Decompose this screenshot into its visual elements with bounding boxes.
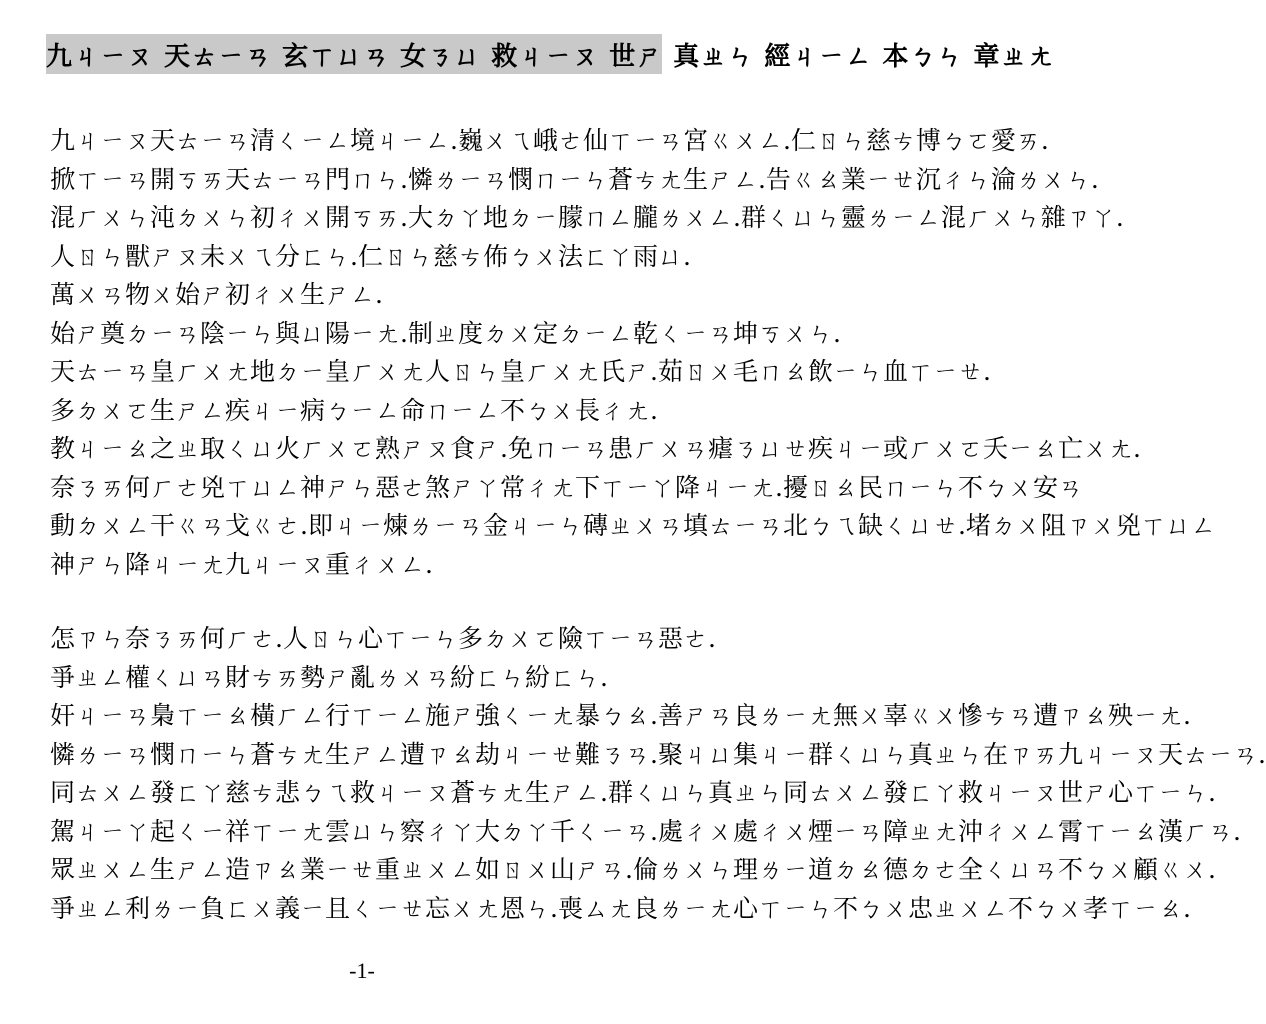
page-number: -1-: [349, 958, 375, 983]
verse-line: 爭ㄓㄥ權ㄑㄩㄢ財ㄘㄞ勢ㄕ亂ㄌㄨㄢ紛ㄈㄣ紛ㄈㄣ.: [50, 662, 608, 692]
verse-line: 掀ㄒㄧㄢ開ㄎㄞ天ㄊㄧㄢ門ㄇㄣ.憐ㄌㄧㄢ憫ㄇㄧㄣ蒼ㄘㄤ生ㄕㄥ.告ㄍㄠ業ㄧㄝ沉ㄔㄣ淪ㄌㄨㄣ.: [50, 164, 1099, 194]
verse-line: 同ㄊㄨㄥ發ㄈㄚ慈ㄘ悲ㄅㄟ救ㄐㄧㄡ蒼ㄘㄤ生ㄕㄥ.群ㄑㄩㄣ真ㄓㄣ同ㄊㄨㄥ發ㄈㄚ救ㄐㄧㄡ世ㄕ心ㄒㄧㄣ.: [50, 778, 1216, 807]
verse-line: 教ㄐㄧㄠ之ㄓ取ㄑㄩ火ㄏㄨㄛ熟ㄕㄡ食ㄕ.免ㄇㄧㄢ患ㄏㄨㄢ瘧ㄋㄩㄝ疾ㄐㄧ或ㄏㄨㄛ夭ㄧㄠ亡ㄨㄤ.: [50, 434, 1141, 463]
verse-line: 天ㄊㄧㄢ皇ㄏㄨㄤ地ㄉㄧ皇ㄏㄨㄤ人ㄖㄣ皇ㄏㄨㄤ氏ㄕ.茹ㄖㄨ毛ㄇㄠ飲ㄧㄣ血ㄒㄧㄝ.: [50, 357, 991, 386]
verse-line: 動ㄉㄨㄥ干ㄍㄢ戈ㄍㄜ.即ㄐㄧ煉ㄌㄧㄢ金ㄐㄧㄣ磚ㄓㄨㄢ填ㄊㄧㄢ北ㄅㄟ缺ㄑㄩㄝ.堵ㄉㄨ阻ㄗㄨ兇ㄒㄩㄥ: [50, 511, 1216, 540]
verse-section-2: [50, 620, 1266, 928]
page-title: 九ㄐㄧㄡ 天ㄊㄧㄢ 玄ㄒㄩㄢ 女ㄋㄩ 救ㄐㄧㄡ 世ㄕ 真ㄓㄣ 經ㄐㄧㄥ 本ㄅㄣ 章ㄓㄤ: [46, 41, 1055, 72]
verse-section-1: [50, 122, 1216, 584]
verse-line: 怎ㄗㄣ奈ㄋㄞ何ㄏㄜ.人ㄖㄣ心ㄒㄧㄣ多ㄉㄨㄛ險ㄒㄧㄢ惡ㄜ.: [50, 624, 716, 653]
verse-line: 奈ㄋㄞ何ㄏㄜ兇ㄒㄩㄥ神ㄕㄣ惡ㄜ煞ㄕㄚ常ㄔㄤ下ㄒㄧㄚ降ㄐㄧㄤ.擾ㄖㄠ民ㄇㄧㄣ不ㄅㄨ安ㄢ: [50, 472, 1083, 502]
verse-line: 九ㄐㄧㄡ天ㄊㄧㄢ清ㄑㄧㄥ境ㄐㄧㄥ.巍ㄨㄟ峨ㄜ仙ㄒㄧㄢ宮ㄍㄨㄥ.仁ㄖㄣ慈ㄘ博ㄅㄛ愛ㄞ.: [50, 126, 1049, 155]
verse-line: 始ㄕ奠ㄉㄧㄢ陰ㄧㄣ與ㄩ陽ㄧㄤ.制ㄓ度ㄉㄨ定ㄉㄧㄥ乾ㄑㄧㄢ坤ㄎㄨㄣ.: [50, 318, 841, 348]
verse-line: 憐ㄌㄧㄢ憫ㄇㄧㄣ蒼ㄘㄤ生ㄕㄥ遭ㄗㄠ劫ㄐㄧㄝ難ㄋㄢ.聚ㄐㄩ集ㄐㄧ群ㄑㄩㄣ真ㄓㄣ在ㄗㄞ九ㄐㄧㄡ天ㄊㄧㄢ.: [50, 739, 1266, 769]
title-bar: [46, 34, 1055, 74]
verse-line: 神ㄕㄣ降ㄐㄧㄤ九ㄐㄧㄡ重ㄔㄨㄥ.: [50, 549, 433, 579]
verse-line: 駕ㄐㄧㄚ起ㄑㄧ祥ㄒㄧㄤ雲ㄩㄣ察ㄔㄚ大ㄉㄚ千ㄑㄧㄢ.處ㄔㄨ處ㄔㄨ煙ㄧㄢ障ㄓㄤ沖ㄔㄨㄥ霄ㄒㄧㄠ漢ㄏㄢ.: [50, 816, 1241, 846]
verse-line: 奸ㄐㄧㄢ梟ㄒㄧㄠ橫ㄏㄥ行ㄒㄧㄥ施ㄕ強ㄑㄧㄤ暴ㄅㄠ.善ㄕㄢ良ㄌㄧㄤ無ㄨ辜ㄍㄨ慘ㄘㄢ遭ㄗㄠ殃ㄧㄤ.: [50, 701, 1191, 730]
verse-line: 眾ㄓㄨㄥ生ㄕㄥ造ㄗㄠ業ㄧㄝ重ㄓㄨㄥ如ㄖㄨ山ㄕㄢ.倫ㄌㄨㄣ理ㄌㄧ道ㄉㄠ德ㄉㄜ全ㄑㄩㄢ不ㄅㄨ顧ㄍㄨ.: [50, 855, 1216, 884]
verse-line: 多ㄉㄨㄛ生ㄕㄥ疾ㄐㄧ病ㄅㄧㄥ命ㄇㄧㄥ不ㄅㄨ長ㄔㄤ.: [50, 395, 658, 425]
verse-line: 人ㄖㄣ獸ㄕㄡ未ㄨㄟ分ㄈㄣ.仁ㄖㄣ慈ㄘ佈ㄅㄨ法ㄈㄚ雨ㄩ.: [50, 241, 691, 271]
verse-line: 混ㄏㄨㄣ沌ㄉㄨㄣ初ㄔㄨ開ㄎㄞ.大ㄉㄚ地ㄉㄧ朦ㄇㄥ朧ㄌㄨㄥ.群ㄑㄩㄣ靈ㄌㄧㄥ混ㄏㄨㄣ雜ㄗㄚ.: [50, 203, 1124, 232]
verse-line: 萬ㄨㄢ物ㄨ始ㄕ初ㄔㄨ生ㄕㄥ.: [50, 280, 383, 309]
verse-line: 爭ㄓㄥ利ㄌㄧ負ㄈㄨ義ㄧ且ㄑㄧㄝ忘ㄨㄤ恩ㄣ.喪ㄙㄤ良ㄌㄧㄤ心ㄒㄧㄣ不ㄅㄨ忠ㄓㄨㄥ不ㄅㄨ孝ㄒㄧㄠ.: [50, 893, 1191, 923]
